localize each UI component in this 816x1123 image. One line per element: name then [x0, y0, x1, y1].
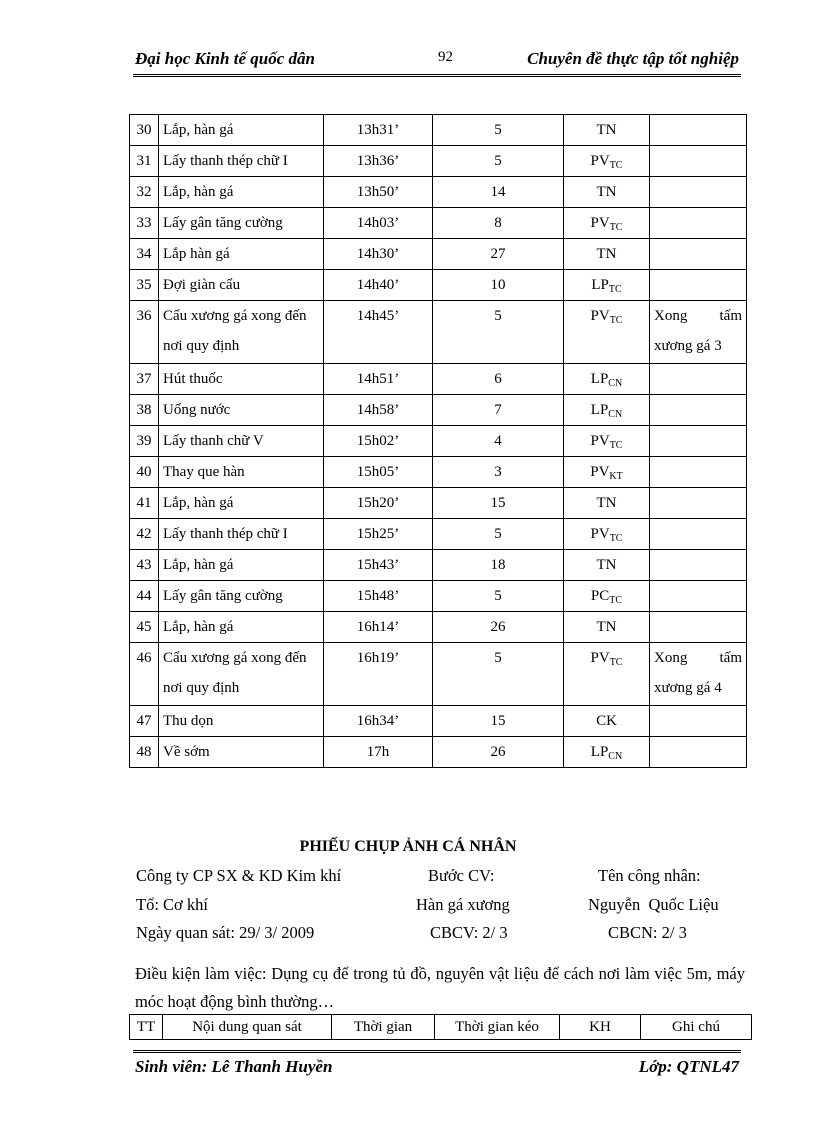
row-number: 46 [130, 643, 159, 706]
table-row [130, 550, 747, 581]
row-note [650, 270, 747, 301]
header-report-title: Chuyên đề thực tập tốt nghiệp [527, 49, 739, 68]
observation-date: Ngày quan sát: 29/ 3/ 2009 [136, 923, 315, 942]
row-number: 45 [130, 612, 159, 643]
row-code: $PV_{TC}$ [564, 643, 650, 706]
table-row [130, 426, 747, 457]
row-number: 48 [130, 737, 159, 768]
row-duration: 5 [433, 519, 564, 550]
row-note [650, 612, 747, 643]
table-row [130, 581, 747, 612]
working-conditions: Điều kiện làm việc: Dụng cụ để trong tủ đồ, nguyên vật liệu để cách nơi làm việc 5m, máy móc hoạt động bình thường… [135, 964, 745, 1011]
row-duration: 26 [433, 612, 564, 643]
row-duration: 26 [433, 737, 564, 768]
row-duration: 3 [433, 457, 564, 488]
row-time: 15h05’ [324, 457, 433, 488]
row-code: $LP_{CN}$ [564, 364, 650, 395]
row-content: Lấy thanh chữ V [159, 426, 324, 457]
row-content: Đợi giàn cẩu [159, 270, 324, 301]
row-time: 16h34’ [324, 706, 433, 737]
sheet-title: PHIẾU CHỤP ẢNH CÁ NHÂN [299, 838, 517, 855]
row-content: Lắp, hàn gá [159, 550, 324, 581]
work-step-label: Bước CV: [428, 866, 495, 885]
row-content: Lấy thanh thép chữ I [159, 146, 324, 177]
row-number: 37 [130, 364, 159, 395]
row-number: 36 [130, 301, 159, 364]
row-number: 39 [130, 426, 159, 457]
sheet-table-header [129, 1014, 752, 1040]
row-number: 34 [130, 239, 159, 270]
row-time: 15h48’ [324, 581, 433, 612]
row-code: TN [564, 239, 650, 270]
row-code: TN [564, 115, 650, 146]
column-header-code: KH [560, 1015, 641, 1040]
row-note [650, 737, 747, 768]
row-content: Về sớm [159, 737, 324, 768]
worker-name-value: Nguyễn Quốc Liệu [588, 895, 719, 914]
row-number: 35 [130, 270, 159, 301]
row-note [650, 364, 747, 395]
cbcv-value: CBCV: 2/ 3 [430, 923, 508, 942]
header-university: Đại học Kinh tế quốc dân [135, 49, 315, 68]
table-row [130, 177, 747, 208]
row-code: TN [564, 550, 650, 581]
row-note [650, 395, 747, 426]
company-name: Công ty CP SX & KD Kim khí [136, 866, 342, 885]
table-row [130, 519, 747, 550]
row-time: 17h [324, 737, 433, 768]
row-time: 15h02’ [324, 426, 433, 457]
row-number: 42 [130, 519, 159, 550]
row-duration: 15 [433, 488, 564, 519]
row-content: Thu dọn [159, 706, 324, 737]
table-row [130, 737, 747, 768]
table-row [130, 115, 747, 146]
table-row [130, 270, 747, 301]
row-time: 14h30’ [324, 239, 433, 270]
row-content: Lấy gân tăng cường [159, 208, 324, 239]
row-number: 40 [130, 457, 159, 488]
row-content: Cẩu xương gá xong đến nơi quy định [159, 643, 324, 706]
row-time: 16h14’ [324, 612, 433, 643]
row-note [650, 115, 747, 146]
table-row [130, 364, 747, 395]
row-note [650, 239, 747, 270]
row-code: $PV_{TC}$ [564, 519, 650, 550]
row-code: $PV_{KT}$ [564, 457, 650, 488]
row-code: CK [564, 706, 650, 737]
row-time: 16h19’ [324, 643, 433, 706]
column-header-content: Nội dung quan sát [163, 1015, 332, 1040]
row-time: 15h43’ [324, 550, 433, 581]
row-content: Cẩu xương gá xong đến nơi quy định [159, 301, 324, 364]
row-duration: 7 [433, 395, 564, 426]
row-note [650, 519, 747, 550]
row-note [650, 177, 747, 208]
row-duration: 6 [433, 364, 564, 395]
row-content: Lắp, hàn gá [159, 177, 324, 208]
team-name: Tổ: Cơ khí [136, 895, 208, 914]
row-code: $PV_{TC}$ [564, 426, 650, 457]
row-code: TN [564, 612, 650, 643]
table-row [130, 457, 747, 488]
row-code: $PV_{TC}$ [564, 146, 650, 177]
row-duration: 5 [433, 146, 564, 177]
row-time: 14h51’ [324, 364, 433, 395]
row-note [650, 457, 747, 488]
row-time: 14h45’ [324, 301, 433, 364]
work-step-value: Hàn gá xương [416, 895, 510, 914]
row-duration: 15 [433, 706, 564, 737]
footer-student: Sinh viên: Lê Thanh Huyền [135, 1057, 333, 1076]
table-row [130, 301, 747, 364]
row-code: $PV_{TC}$ [564, 208, 650, 239]
row-time: 14h40’ [324, 270, 433, 301]
row-number: 32 [130, 177, 159, 208]
row-code: $PC_{TC}$ [564, 581, 650, 612]
row-code: TN [564, 177, 650, 208]
row-code: TN [564, 488, 650, 519]
row-content: Thay que hàn [159, 457, 324, 488]
row-time: 15h25’ [324, 519, 433, 550]
row-note [650, 208, 747, 239]
table-row [130, 239, 747, 270]
row-number: 47 [130, 706, 159, 737]
row-duration: 18 [433, 550, 564, 581]
row-number: 33 [130, 208, 159, 239]
row-duration: 5 [433, 115, 564, 146]
column-header-duration: Thời gian kéo [435, 1015, 560, 1040]
row-code: $PV_{TC}$ [564, 301, 650, 364]
page-number: 92 [438, 49, 453, 65]
row-duration: 5 [433, 643, 564, 706]
row-number: 43 [130, 550, 159, 581]
row-number: 31 [130, 146, 159, 177]
row-duration: 4 [433, 426, 564, 457]
row-content: Lắp, hàn gá [159, 488, 324, 519]
row-content: Hút thuốc [159, 364, 324, 395]
table-row [130, 208, 747, 239]
row-note: Xong tấm xương gá 3 [650, 301, 747, 364]
row-number: 41 [130, 488, 159, 519]
table-row [130, 643, 747, 706]
table-row [130, 146, 747, 177]
row-code: $LP_{CN}$ [564, 737, 650, 768]
page-header [133, 48, 741, 77]
table-row [130, 395, 747, 426]
row-duration: 27 [433, 239, 564, 270]
row-time: 13h31’ [324, 115, 433, 146]
row-number: 38 [130, 395, 159, 426]
cbcn-value: CBCN: 2/ 3 [608, 923, 687, 942]
row-content: Lắp hàn gá [159, 239, 324, 270]
column-header-note: Ghi chú [641, 1015, 752, 1040]
observation-table [129, 114, 747, 768]
row-note [650, 488, 747, 519]
row-note [650, 426, 747, 457]
row-content: Lắp, hàn gá [159, 115, 324, 146]
row-content: Lắp, hàn gá [159, 612, 324, 643]
table-row [130, 488, 747, 519]
row-note [650, 146, 747, 177]
row-time: 13h50’ [324, 177, 433, 208]
row-time: 15h20’ [324, 488, 433, 519]
row-note [650, 706, 747, 737]
page-footer [133, 1050, 741, 1079]
row-content: Lấy thanh thép chữ I [159, 519, 324, 550]
row-note [650, 581, 747, 612]
row-content: Lấy gân tăng cường [159, 581, 324, 612]
row-number: 44 [130, 581, 159, 612]
row-note: Xong tấm xương gá 4 [650, 643, 747, 706]
column-header-tt: TT [130, 1015, 163, 1040]
row-time: 13h36’ [324, 146, 433, 177]
table-row [130, 706, 747, 737]
column-header-time: Thời gian [332, 1015, 435, 1040]
footer-class: Lớp: QTNL47 [638, 1057, 739, 1076]
row-content: Uống nước [159, 395, 324, 426]
row-duration: 5 [433, 301, 564, 364]
row-duration: 14 [433, 177, 564, 208]
row-duration: 5 [433, 581, 564, 612]
row-code: $LP_{CN}$ [564, 395, 650, 426]
row-code: $LP_{TC}$ [564, 270, 650, 301]
worker-name-label: Tên công nhân: [598, 866, 701, 885]
row-time: 14h58’ [324, 395, 433, 426]
row-number: 30 [130, 115, 159, 146]
row-note [650, 550, 747, 581]
table-row [130, 612, 747, 643]
row-time: 14h03’ [324, 208, 433, 239]
row-duration: 8 [433, 208, 564, 239]
row-duration: 10 [433, 270, 564, 301]
